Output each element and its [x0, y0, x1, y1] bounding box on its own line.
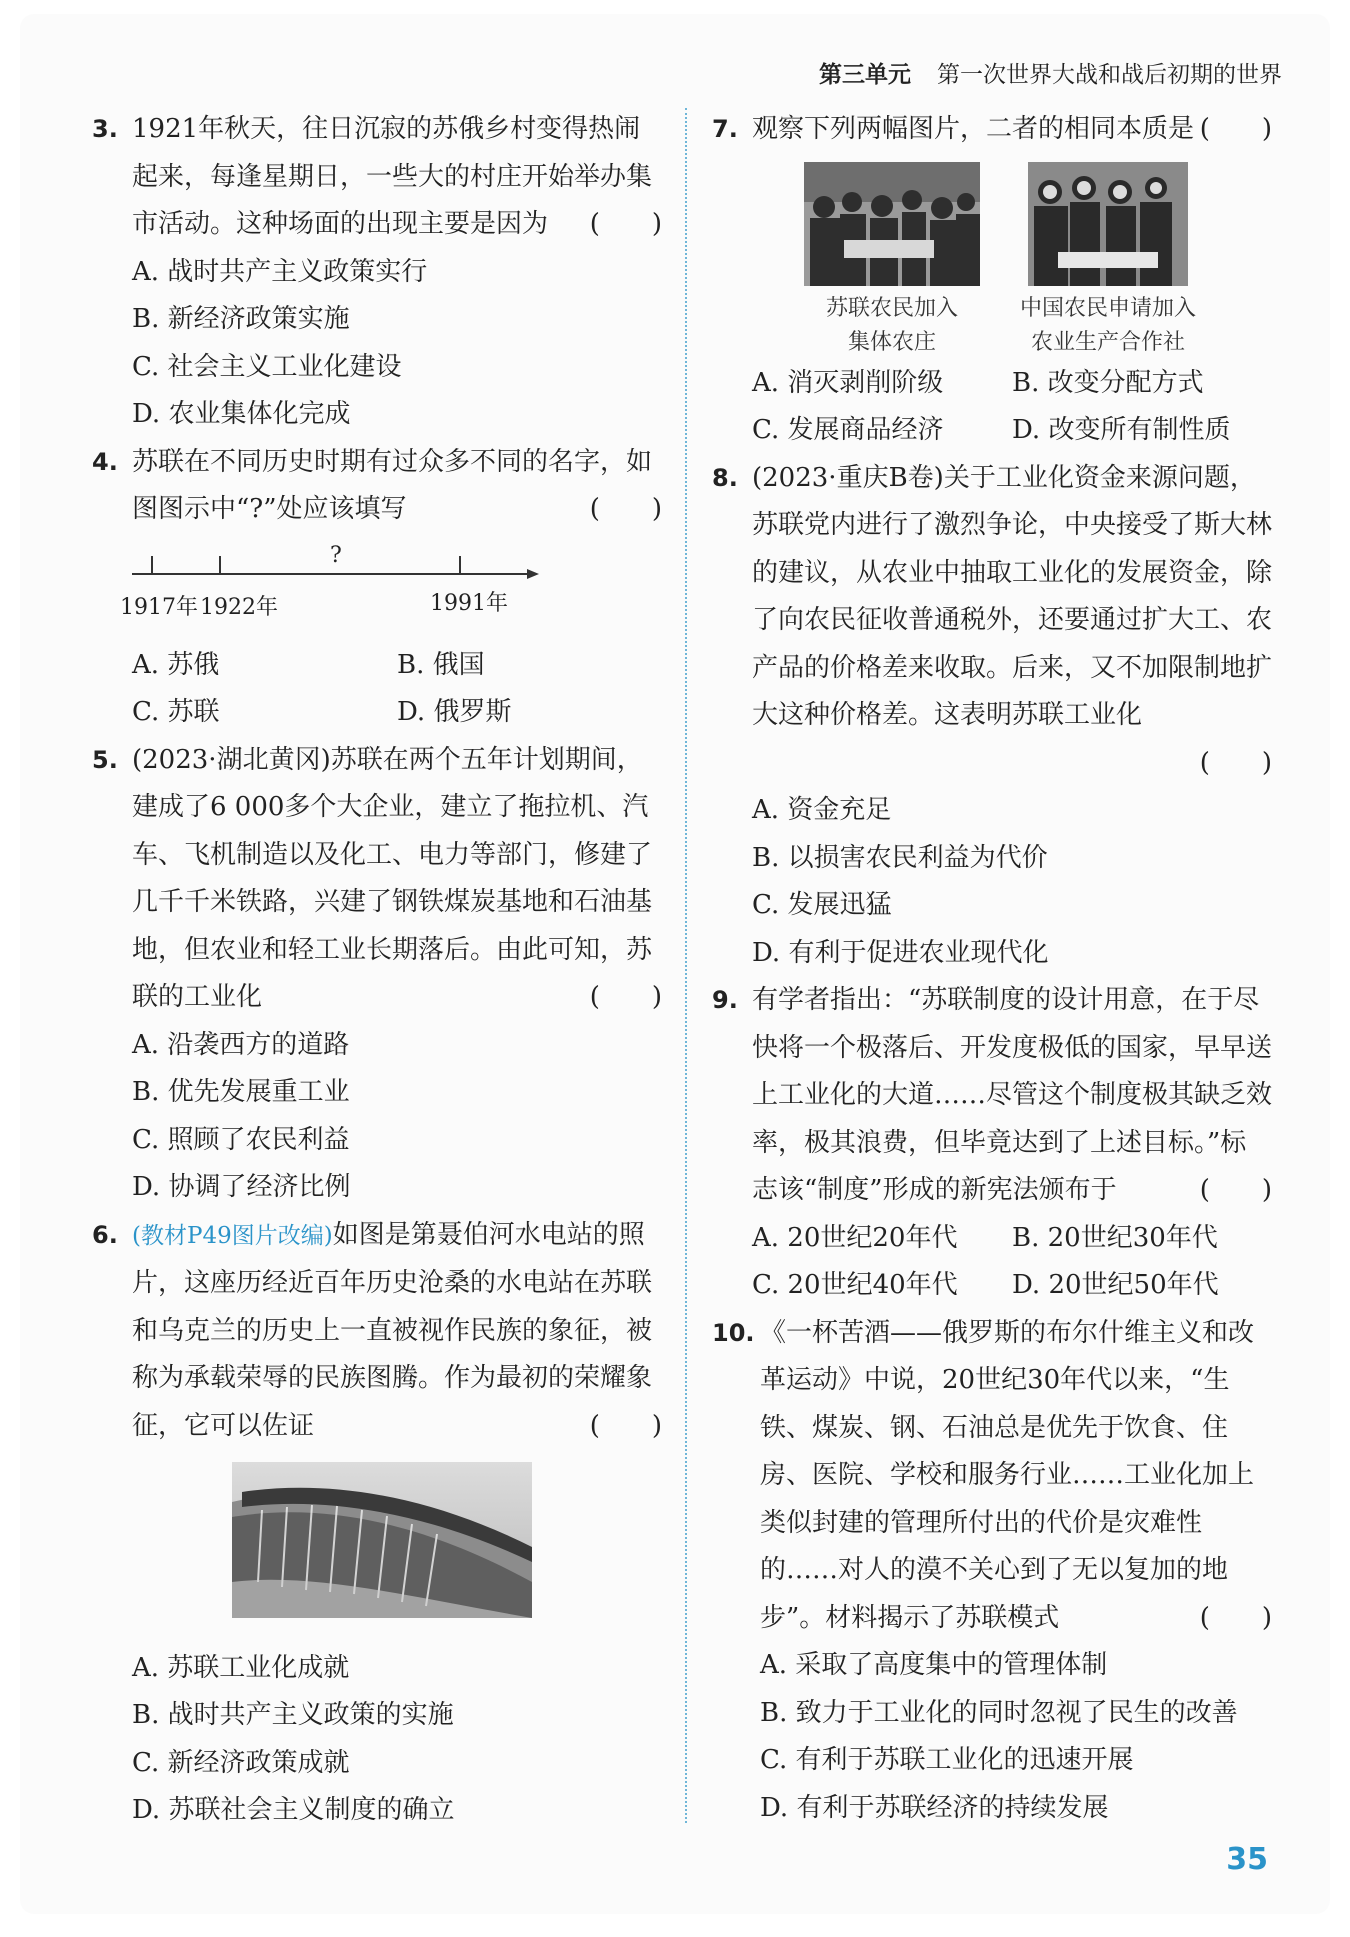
- answer-bracket[interactable]: ( ): [1199, 747, 1272, 778]
- option-b[interactable]: B. 20世纪30年代: [1012, 1222, 1218, 1253]
- option-c[interactable]: C. 新经济政策成就: [132, 1747, 350, 1778]
- question-8: [712, 455, 1272, 978]
- dam-image: [232, 1462, 532, 1618]
- caption-line: 苏联农民加入: [825, 295, 958, 321]
- option-d[interactable]: D. 改变所有制性质: [1012, 415, 1231, 445]
- option-c[interactable]: C. 社会主义工业化建设: [132, 351, 402, 382]
- option-a[interactable]: A. 20世纪20年代: [752, 1222, 958, 1253]
- option-b[interactable]: B. 俄国: [397, 649, 485, 680]
- options-row: [752, 407, 1272, 455]
- option-b[interactable]: B. 以损害农民利益为代价: [752, 842, 1048, 873]
- right-column: [712, 106, 1272, 1832]
- option-a[interactable]: A. 苏俄: [132, 649, 220, 680]
- photo-pair: [804, 162, 1272, 360]
- page-number: 35: [1226, 1842, 1268, 1877]
- timeline-year-1922: 1922年: [200, 594, 278, 620]
- timeline-year-1917: 1917年: [120, 594, 198, 620]
- answer-bracket[interactable]: ( ): [1199, 114, 1272, 144]
- question-text: 观察下列两幅图片，二者的相同本质是: [752, 114, 1195, 144]
- option-b[interactable]: B. 新经济政策实施: [132, 304, 350, 334]
- question-number: 6.: [92, 1220, 118, 1249]
- timeline-figure: [120, 538, 662, 634]
- option-d[interactable]: D. 协调了经济比例: [132, 1172, 351, 1202]
- question-9: [712, 977, 1272, 1310]
- answer-bracket[interactable]: ( ): [589, 982, 662, 1012]
- caption-line: 集体农庄: [847, 329, 936, 355]
- option-d[interactable]: D. 20世纪50年代: [1012, 1270, 1219, 1300]
- unit-label: 第三单元: [819, 62, 911, 88]
- question-6: [92, 1212, 662, 1835]
- option-d[interactable]: D. 俄罗斯: [397, 697, 512, 727]
- option-b[interactable]: B. 优先发展重工业: [132, 1077, 350, 1107]
- column-divider: [685, 108, 687, 1823]
- option-c[interactable]: C. 发展迅猛: [752, 890, 892, 920]
- question-number: 8.: [712, 463, 738, 492]
- unit-title: 第一次世界大战和战后初期的世界: [937, 62, 1282, 88]
- question-number: 3.: [92, 115, 118, 143]
- question-source: (2023·重庆B卷): [752, 462, 944, 493]
- answer-bracket[interactable]: ( ): [589, 209, 662, 239]
- question-number: 9.: [712, 986, 738, 1014]
- answer-bracket[interactable]: ( ): [589, 1410, 662, 1441]
- soviet-farmers-image: [804, 162, 980, 286]
- options-row: [752, 360, 1272, 408]
- question-text: 有学者指出：“苏联制度的设计用意，在于尽快将一个极落后、开发度极低的国家，早早送上工业化的大道……尽管这个制度极其缺乏效率，极其浪费，但毕竟达到了上述目标。”标志该“制度”形成的新宪法颁布于: [752, 985, 1273, 1205]
- option-d[interactable]: D. 有利于促进农业现代化: [752, 937, 1049, 968]
- option-a[interactable]: A. 消灭剥削阶级: [752, 367, 944, 398]
- option-c[interactable]: C. 照顾了农民利益: [132, 1124, 350, 1155]
- option-a[interactable]: A. 战时共产主义政策实行: [132, 256, 428, 287]
- photo-chinese-farmers: [1020, 162, 1196, 360]
- dam-photo: [232, 1462, 662, 1635]
- question-source: (教材P49图片改编): [132, 1222, 333, 1249]
- answer-bracket[interactable]: ( ): [1199, 1602, 1272, 1633]
- options-row: [752, 1262, 1272, 1310]
- answer-bracket[interactable]: ( ): [589, 494, 662, 524]
- option-b[interactable]: B. 致力于工业化的同时忽视了民生的改善: [760, 1697, 1238, 1728]
- caption-line: 农业生产合作社: [1031, 329, 1186, 355]
- chinese-farmers-image: [1028, 162, 1188, 286]
- page-header: [819, 56, 1282, 89]
- options-row: [752, 1215, 1272, 1263]
- option-a[interactable]: A. 资金充足: [752, 795, 892, 825]
- photo-caption: [1020, 292, 1196, 360]
- question-text: 关于工业化资金来源问题，苏联党内进行了激烈争论，中央接受了斯大林的建议，从农业中抽取工业化的发展资金，除了向农民征收普通税外，还要通过扩大工、农产品的价格差来收取。后来，又不加限制地扩大这种价格差。这表明苏联工业化: [752, 462, 1273, 730]
- timeline-year-1991: 1991年: [430, 590, 508, 616]
- timeline-axis: [132, 538, 552, 598]
- question-text: 如图是第聂伯河水电站的照片，这座历经近百年历史沧桑的水电站在苏联和乌克兰的历史上一直被视作民族的象征，被称为承载荣辱的民族图腾。作为最初的荣耀象征，它可以佐证: [132, 1219, 653, 1441]
- option-a[interactable]: A. 沿袭西方的道路: [132, 1029, 350, 1060]
- option-b[interactable]: B. 战时共产主义政策的实施: [132, 1700, 454, 1730]
- timeline-question-mark: ?: [330, 542, 342, 568]
- question-10: [712, 1310, 1272, 1833]
- left-column: [92, 106, 662, 1835]
- option-d[interactable]: D. 有利于苏联经济的持续发展: [760, 1792, 1109, 1823]
- option-c[interactable]: C. 有利于苏联工业化的迅速开展: [760, 1745, 1134, 1775]
- option-d[interactable]: D. 苏联社会主义制度的确立: [132, 1795, 455, 1825]
- question-text: 《一杯苦酒——俄罗斯的布尔什维主义和改革运动》中说，20世纪30年代以来，“生铁、煤炭、钢、石油总是优先于饮食、住房、医院、学校和服务行业……工业化加上类似封建的管理所付出的代价是灾难性的……对人的漠不关心到了无以复加的地步”。材料揭示了苏联模式: [760, 1317, 1255, 1633]
- question-text: 1921年秋天，往日沉寂的苏俄乡村变得热闹起来，每逢星期日，一些大的村庄开始举办集市活动。这种场面的出现主要是因为: [132, 114, 653, 239]
- options-row: [132, 689, 662, 737]
- question-number: 7.: [712, 115, 738, 143]
- option-c[interactable]: C. 苏联: [132, 697, 220, 727]
- question-4: [92, 439, 662, 737]
- question-number: 4.: [92, 447, 118, 476]
- question-number: 5.: [92, 745, 118, 774]
- question-text: 苏联在两个五年计划期间，建成了6 000多个大企业，建立了拖拉机、汽车、飞机制造以及化工、电力等部门，修建了几千千米铁路，兴建了钢铁煤炭基地和石油基地，但农业和轻工业长期落后。由此可知，苏联的工业化: [132, 744, 653, 1012]
- question-number: 10.: [712, 1318, 755, 1347]
- answer-bracket[interactable]: ( ): [1199, 1175, 1272, 1205]
- option-c[interactable]: C. 发展商品经济: [752, 415, 944, 445]
- options-row: [132, 642, 662, 690]
- option-d[interactable]: D. 农业集体化完成: [132, 399, 351, 429]
- option-b[interactable]: B. 改变分配方式: [1012, 367, 1204, 398]
- option-a[interactable]: A. 采取了高度集中的管理体制: [760, 1650, 1108, 1680]
- caption-line: 中国农民申请加入: [1020, 295, 1197, 321]
- question-3: [92, 106, 662, 439]
- question-7: [712, 106, 1272, 455]
- option-c[interactable]: C. 20世纪40年代: [752, 1270, 958, 1300]
- photo-soviet-farmers: [804, 162, 980, 360]
- question-5: [92, 737, 662, 1212]
- photo-caption: [826, 292, 958, 360]
- answer-bracket-row: [752, 740, 1272, 788]
- option-a[interactable]: A. 苏联工业化成就: [132, 1652, 350, 1683]
- question-text: 苏联在不同历史时期有过众多不同的名字，如图图示中“?”处应该填写: [132, 446, 653, 524]
- question-source: (2023·湖北黄冈): [132, 744, 331, 775]
